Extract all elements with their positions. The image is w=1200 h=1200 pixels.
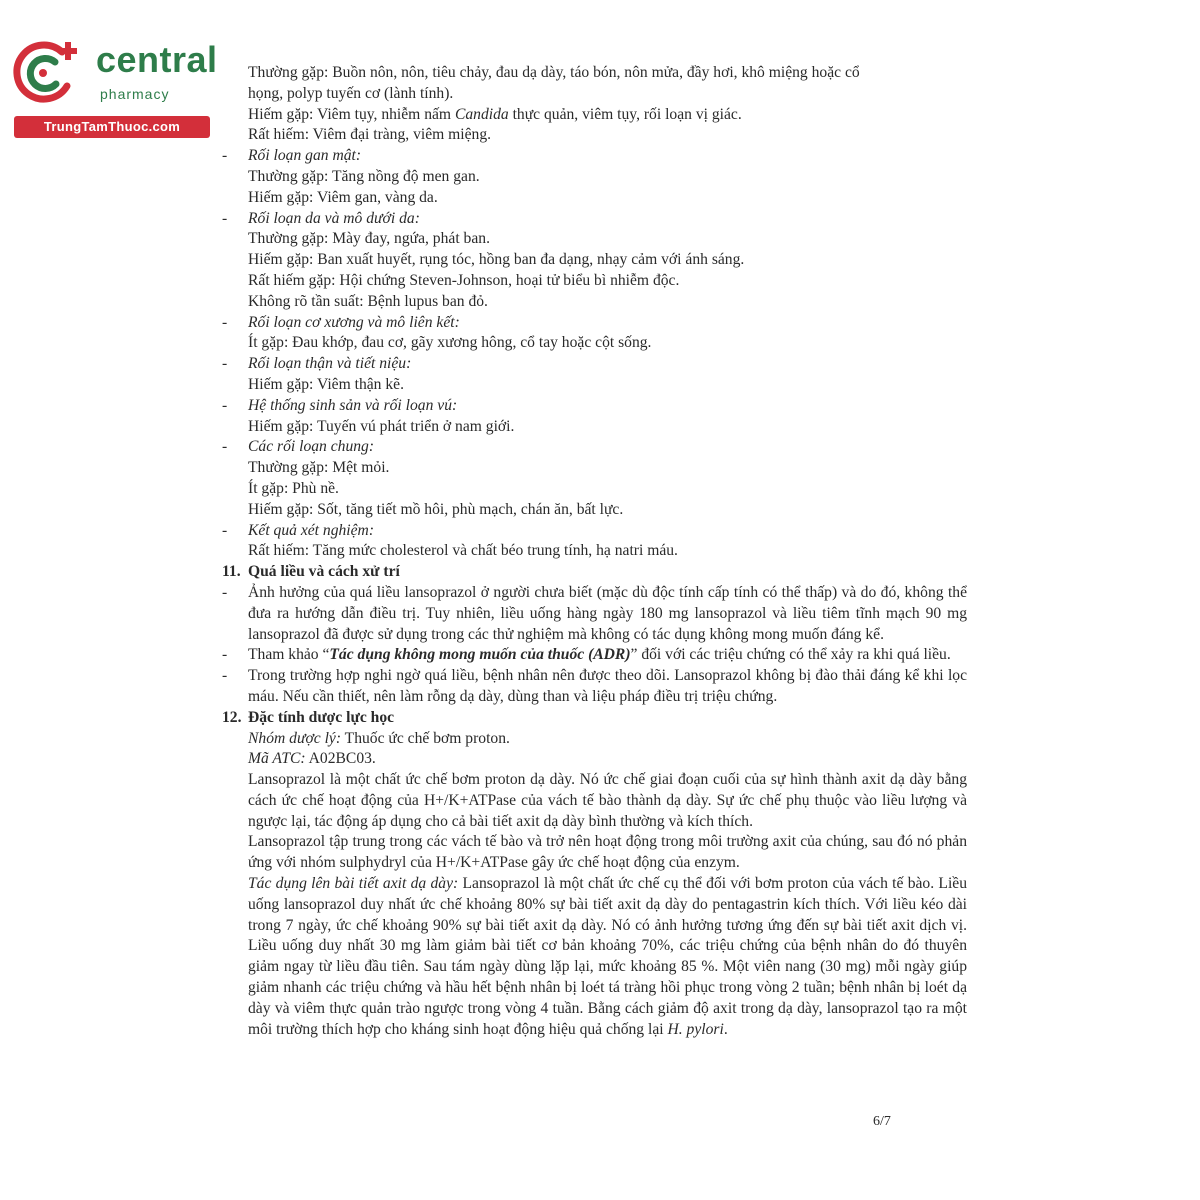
h-pylori-term: H. pylori bbox=[667, 1020, 724, 1038]
text-line: Không rõ tần suất: Bệnh lupus ban đỏ. bbox=[248, 292, 488, 310]
ae-group-musculoskeletal bbox=[222, 313, 967, 355]
paragraph: Lansoprazol là một chất ức chế bơm proton dạ dày. Nó ức chế giai đoạn cuối của sự hình thành axit dạ dày bằng cách ức chế hoạt động của H+/K+ATPase của vách tế bào thành dạ dày. Sự ức chế phụ thuộc vào liều lượng và ngược lại, tác động áp dụng cho cả bài tiết axit dạ dày bình thường và kích thích. bbox=[248, 771, 967, 830]
candida-term: Candida bbox=[454, 105, 509, 123]
atc-code: Mã ATC: A02BC03. bbox=[248, 750, 376, 768]
logo-website: TrungTamThuoc.com bbox=[14, 116, 210, 138]
bullet: - bbox=[222, 646, 228, 664]
paragraph: Trong trường hợp nghi ngờ quá liều, bệnh nhân nên được theo dõi. Lansoprazol không bị đào thải đáng kể khi lọc máu. Nếu cần thiết, nên làm rỗng dạ dày, dùng than và liệu pháp điều trị triệu chứng. bbox=[248, 667, 967, 705]
text-line: Ít gặp: Đau khớp, đau cơ, gãy xương hông, cổ tay hoặc cột sống. bbox=[248, 334, 652, 352]
bullet: - bbox=[222, 147, 228, 165]
text-line: Hiếm gặp: Ban xuất huyết, rụng tóc, hồng ban đa dạng, nhạy cảm với ánh sáng. bbox=[248, 251, 745, 269]
text-line: Rất hiếm: Tăng mức cholesterol và chất béo trung tính, hạ natri máu. bbox=[248, 542, 678, 560]
text-line: Thường gặp: Mệt mỏi. bbox=[248, 459, 390, 477]
gi-disorders-block bbox=[222, 63, 967, 146]
group-title: Rối loạn thận và tiết niệu: bbox=[248, 355, 412, 373]
paragraph: Ảnh hưởng của quá liều lansoprazol ở người chưa biết (mặc dù độc tính cấp tính có thể thấp) và do đó, không thể đưa ra hướng dẫn điều trị. Tuy nhiên, liều uống hàng ngày 180 mg lansoprazol và liều tiêm tĩnh mạch 90 mg lansoprazol đã được sử dụng trong các thử nghiệm mà không có tác dụng không mong muốn đáng kể. bbox=[248, 583, 967, 643]
text-line: Hiếm gặp: Tuyến vú phát triển ở nam giới. bbox=[248, 417, 515, 435]
overdose-paragraph bbox=[222, 583, 967, 645]
ae-group-skin bbox=[222, 209, 967, 313]
text-line: Thường gặp: Buồn nôn, nôn, tiêu chảy, đau dạ dày, táo bón, nôn mửa, đầy hơi, khô miệng hoặc cổ bbox=[248, 64, 860, 81]
paragraph: Lansoprazol tập trung trong các vách tế bào và trở nên hoạt động trong môi trường axit của chúng, sau đó nó phản ứng với nhóm sulphydryl của H+/K+ATPase gây ức chế hoạt động của enzym. bbox=[248, 833, 967, 872]
text-line: Hiếm gặp: Viêm gan, vàng da. bbox=[248, 188, 438, 206]
text-line: Hiếm gặp: Sốt, tăng tiết mồ hôi, phù mạch, chán ăn, bất lực. bbox=[248, 500, 624, 518]
logo-wordmark: central bbox=[96, 39, 218, 80]
logo-c-cross-icon bbox=[10, 38, 80, 108]
group-title: Rối loạn da và mô dưới da: bbox=[248, 209, 420, 227]
text-line: Ít gặp: Phù nề. bbox=[248, 479, 339, 497]
adr-reference: Tác dụng không mong muốn của thuốc (ADR) bbox=[329, 646, 631, 664]
section-11-heading: 11. Quá liều và cách xử trí bbox=[222, 563, 400, 581]
bullet: - bbox=[222, 438, 228, 456]
section-12-heading: 12. Đặc tính dược lực học bbox=[222, 708, 395, 726]
paragraph: Tham khảo “Tác dụng không mong muốn của thuốc (ADR)” đối với các triệu chứng có thể xảy ra khi quá liều. bbox=[248, 646, 951, 664]
text-line: Thường gặp: Tăng nồng độ men gan. bbox=[248, 167, 480, 185]
logo-subtitle: pharmacy bbox=[100, 86, 170, 102]
page-number: 6/7 bbox=[873, 1114, 891, 1129]
ae-group-hepatobiliary bbox=[222, 146, 967, 208]
bullet: - bbox=[222, 583, 228, 601]
paragraph: Tác dụng lên bài tiết axit dạ dày: Lansoprazol là một chất ức chế cụ thể đối với bơm proton của vách tế bào. Liều uống lansoprazol duy nhất ức chế khoảng 80% sự bài tiết axit dạ dày do pentagastrin kích thích. Với liều kéo dài trong 7 ngày, ức chế khoảng 90% sự bài tiết axit dạ dày. Nó có ảnh hưởng tương ứng đến sự bài tiết axit dịch vị. Liều uống duy nhất 30 mg làm giảm bài tiết cơ bản khoảng 70%, các triệu chứng của bệnh nhân do đó thuyên giảm ngay từ liều đầu tiên. Sau tám ngày dùng lặp lại, mức khoảng 85 %. Một viên nang (30 mg) mỗi ngày giúp giảm nhanh các triệu chứng và hầu hết bệnh nhân bị loét tá tràng hồi phục trong vòng 2 tuần; bệnh nhân bị loét dạ dày và viêm thực quản trào ngược trong vòng 4 tuần. Bằng cách giảm độ axit trong dạ dày, lansoprazol tạo ra một môi trường thích hợp cho kháng sinh hoạt động hiệu quả chống lại H. pylori. bbox=[248, 875, 967, 1038]
text-line: Rất hiếm: Viêm đại tràng, viêm miệng. bbox=[248, 126, 492, 144]
text-line: Hiếm gặp: Viêm tụy, nhiễm nấm Candida thực quản, viêm tụy, rối loạn vị giác. bbox=[248, 105, 742, 123]
bullet: - bbox=[222, 521, 228, 539]
pharmacologic-group: Nhóm dược lý: Thuốc ức chế bơm proton. bbox=[248, 729, 510, 747]
group-title: Rối loạn gan mật: bbox=[248, 147, 362, 165]
group-title: Các rối loạn chung: bbox=[248, 438, 375, 456]
text-line: Thường gặp: Mày đay, ngứa, phát ban. bbox=[248, 230, 490, 248]
bullet: - bbox=[222, 209, 228, 227]
text-line: họng, polyp tuyến cơ (lành tính). bbox=[248, 84, 454, 102]
bullet: - bbox=[222, 355, 228, 373]
bullet: - bbox=[222, 313, 228, 331]
ae-group-reproductive bbox=[222, 396, 967, 438]
text-line: Hiếm gặp: Viêm thận kẽ. bbox=[248, 375, 404, 393]
overdose-management-paragraph bbox=[222, 666, 967, 708]
ae-group-lab-results bbox=[222, 521, 967, 563]
group-title: Rối loạn cơ xương và mô liên kết: bbox=[248, 313, 460, 331]
overdose-reference-paragraph bbox=[222, 645, 967, 666]
document-body bbox=[222, 63, 967, 1040]
pharmacy-logo bbox=[10, 34, 218, 139]
text-line: Rất hiếm gặp: Hội chứng Steven-Johnson, hoại tử biểu bì nhiễm độc. bbox=[248, 271, 680, 289]
pharmacodynamics-body bbox=[222, 729, 967, 1041]
bullet: - bbox=[222, 396, 228, 414]
group-title: Kết quả xét nghiệm: bbox=[248, 521, 375, 539]
bullet: - bbox=[222, 667, 228, 685]
group-title: Hệ thống sinh sản và rối loạn vú: bbox=[248, 396, 458, 414]
ae-group-renal bbox=[222, 354, 967, 396]
ae-group-general bbox=[222, 437, 967, 520]
